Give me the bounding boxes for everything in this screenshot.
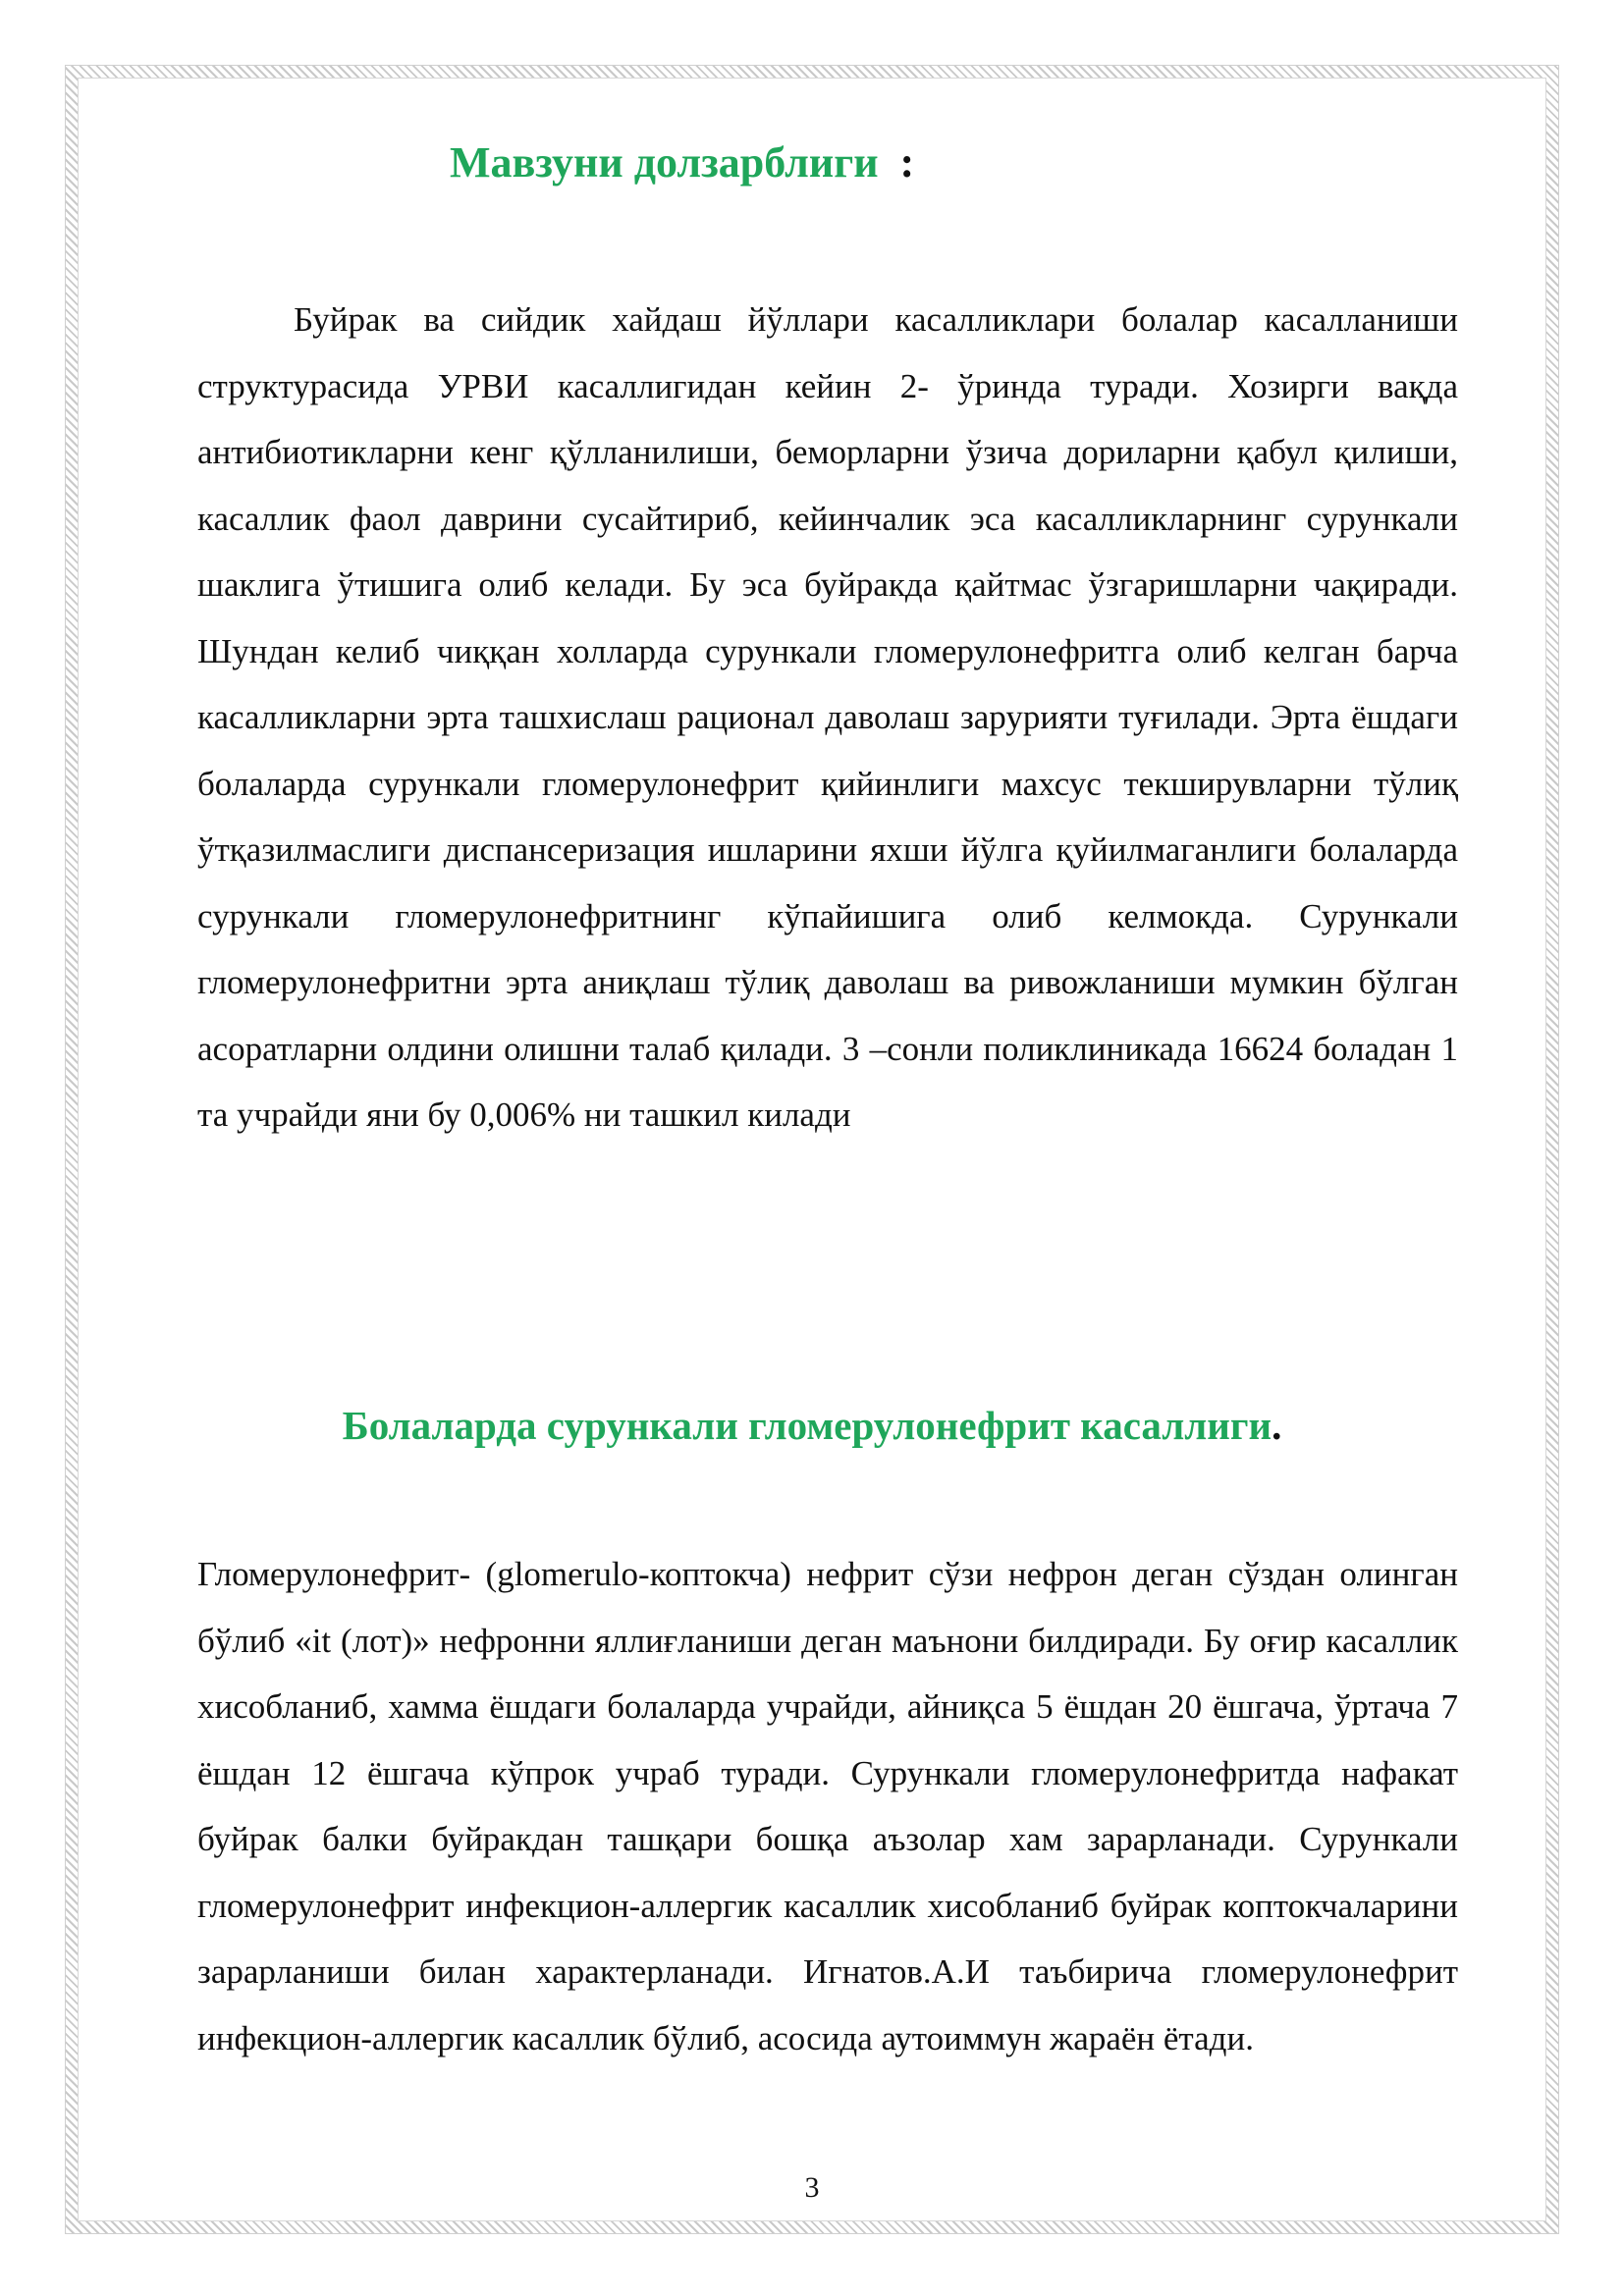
glomerulonephritis-paragraph: Гломерулонефрит- (glomerulo-коптокча) нефрит сўзи нефрон деган сўздан олинган бўлиб «it (лот)» нефронни яллиғланиши деган маънони билдиради. Бу оғир касаллик хисобланиб, хамма ёшдаги болаларда учрайди, айниқса 5 ёшдан 20 ёшгача, ўртача 7 ёшдан 12 ёшгача кўпрок учраб туради. Сурункали гломерулонефритда нафакат буйрак балки буйракдан ташқари бошқа аъзолар хам зарарланади. Сурункали гломерулонефрит инфекцион-аллергик касаллик хисобланиб буйрак коптокчаларини зарарланиши билан характерланади. Игнатов.А.И таъбирича гломерулонефрит инфекцион-аллергик касаллик бўлиб, асосида аутоиммун жараён ётади. xyxy=(197,1555,1458,2057)
heading-text: Болаларда сурункали гломерулонефрит касаллиги xyxy=(342,1403,1272,1448)
relevance-paragraph: Буйрак ва сийдик хайдаш йўллари касалликлари болалар касалланиши структурасида УРВИ касаллигидан кейин 2- ўринда туради. Хозирги вақда антибиотикларни кенг қўлланилиши, беморларни ўзича дориларни қабул қилиши, касаллик фаол даврини сусайтириб, кейинчалик эса касалликларнинг сурункали шаклига ўтишига олиб келади. Бу эса буйракда қайтмас ўзгаришларни чақиради. Шундан келиб чиққан холларда сурункали гломерулонефритга олиб келган барча касалликларни эрта ташхислаш рационал даволаш зарурияти туғилади. Эрта ёшдаги болаларда сурункали гломерулонефрит қийинлиги махсус текширувларни тўлиқ ўтқазилмаслиги диспансеризация ишларини яхши йўлга қуйилмаганлиги болаларда сурункали гломерулонефритнинг кўпайишига олиб келмокда. Сурункали гломерулонефритни эрта аниқлаш тўлиқ даволаш ва ривожланиши мумкин бўлган асоратларни олдини олишни талаб қилади. 3 –сонли поликлиникада 16624 боладан 1 та учрайди яни бу 0,006% ни ташкил килади xyxy=(197,300,1458,1134)
section-heading-relevance xyxy=(450,137,914,189)
heading-text: Мавзуни долзарблиги xyxy=(450,138,879,187)
heading-period: . xyxy=(1272,1403,1282,1448)
heading-colon: : xyxy=(899,138,915,187)
page-number: 3 xyxy=(804,2171,820,2204)
section-heading-glomerulonephritis xyxy=(0,1402,1624,1450)
